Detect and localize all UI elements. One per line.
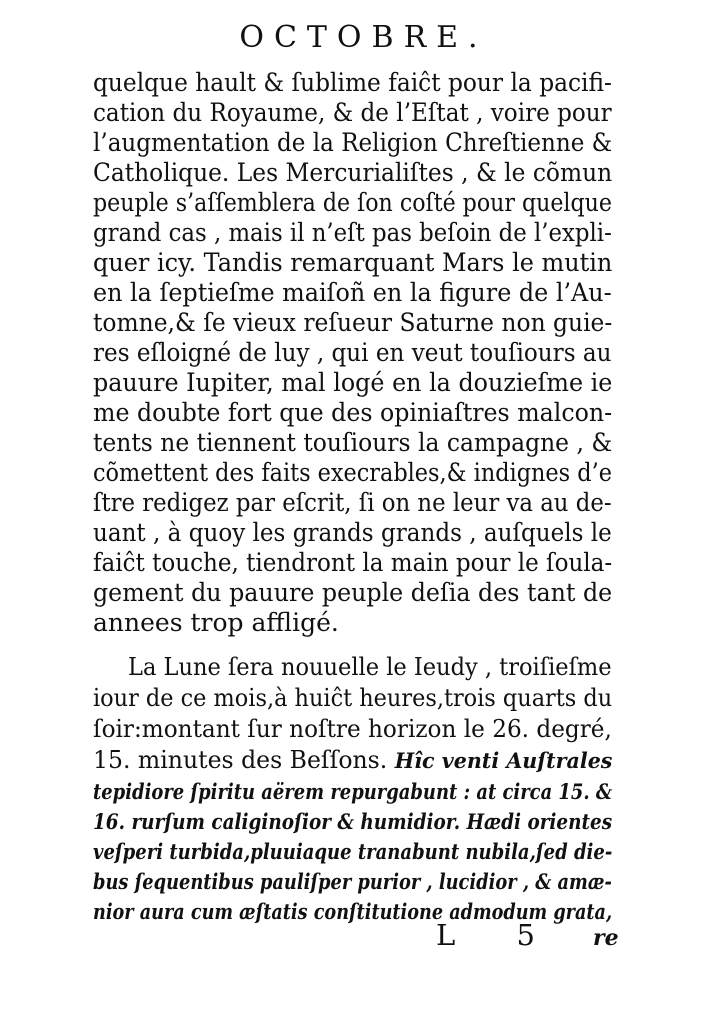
signature-mark: L 5 [436, 918, 561, 952]
text-line: en la ſeptieſme maiſoñ en la figure de l’Au- [93, 278, 612, 307]
catchword: re [593, 925, 619, 951]
latin-fragment: Hîc venti Auſtrales [394, 748, 613, 773]
text-line: faiĉt touche, tiendront la main pour le ſoula- [93, 548, 613, 577]
text-line: Catholique. Les Mercurialiſtes , & le cõmun [93, 158, 613, 187]
text-line: iour de ce mois,à huiĉt heures,trois quarts du [93, 684, 613, 712]
text-line: gement du pauure peuple deſia des tant de [93, 578, 613, 607]
text-line: ſtre redigez par eſcrit, ſi on ne leur va au de- [93, 488, 612, 517]
text-line: La Lune ſera nouuelle le Ieudy , troiſieſme [128, 653, 612, 681]
text-line: ſoir:montant ſur noſtre horizon le 26. degré, [93, 715, 612, 743]
text-line: annees trop affligé. [93, 608, 339, 637]
text-line [93, 745, 612, 775]
text-line: cõmettent des faits execrables,& indignes d’e [93, 458, 612, 487]
text-line: l’augmentation de la Religion Chreſtienne & [93, 128, 613, 157]
text-line: cation du Royaume, & de l’Eſtat , voire pour [93, 98, 612, 127]
text-line: pauure Iupiter, mal logé en la douzieſme ie [93, 368, 613, 397]
latin-line: nior aura cum æſtatis conſtitutione admodum grata, [93, 899, 613, 924]
text-line: peuple s’aſſemblera de ſon coſté pour quelque [93, 188, 612, 217]
text-line: uant , à quoy les grands grands , auſquels le [93, 518, 612, 547]
page-header-month: OCTOBRE. [239, 20, 488, 55]
text-line: me doubte fort que des opiniaſtres malcon- [93, 398, 613, 427]
text-line: quelque hault & ſublime faiĉt pour la pacifi- [93, 68, 612, 97]
text-fragment: 15. minutes des Beſſons. [93, 746, 388, 774]
text-line: res eſloigné de luy , qui en veut touſiours au [93, 338, 612, 367]
text-line: tents ne tiennent touſiours la campagne , & [93, 428, 613, 457]
text-line: quer icy. Tandis remarquant Mars le mutin [93, 248, 613, 277]
latin-line: bus ſequentibus pauliſper purior , lucidior , & amæ- [93, 869, 612, 894]
latin-line: tepidiore ſpiritu aërem repurgabunt : at circa 15. & [93, 779, 613, 804]
text-line: tomne,& ſe vieux reſueur Saturne non guie- [93, 308, 613, 337]
latin-line: veſperi turbida,pluuiaque tranabunt nubila,ſed die- [93, 839, 613, 864]
latin-line: 16. rurſum caliginoſior & humidior. Hædi orientes [93, 809, 613, 834]
text-line: grand cas , mais il n’eſt pas beſoin de l’expli- [93, 218, 612, 247]
